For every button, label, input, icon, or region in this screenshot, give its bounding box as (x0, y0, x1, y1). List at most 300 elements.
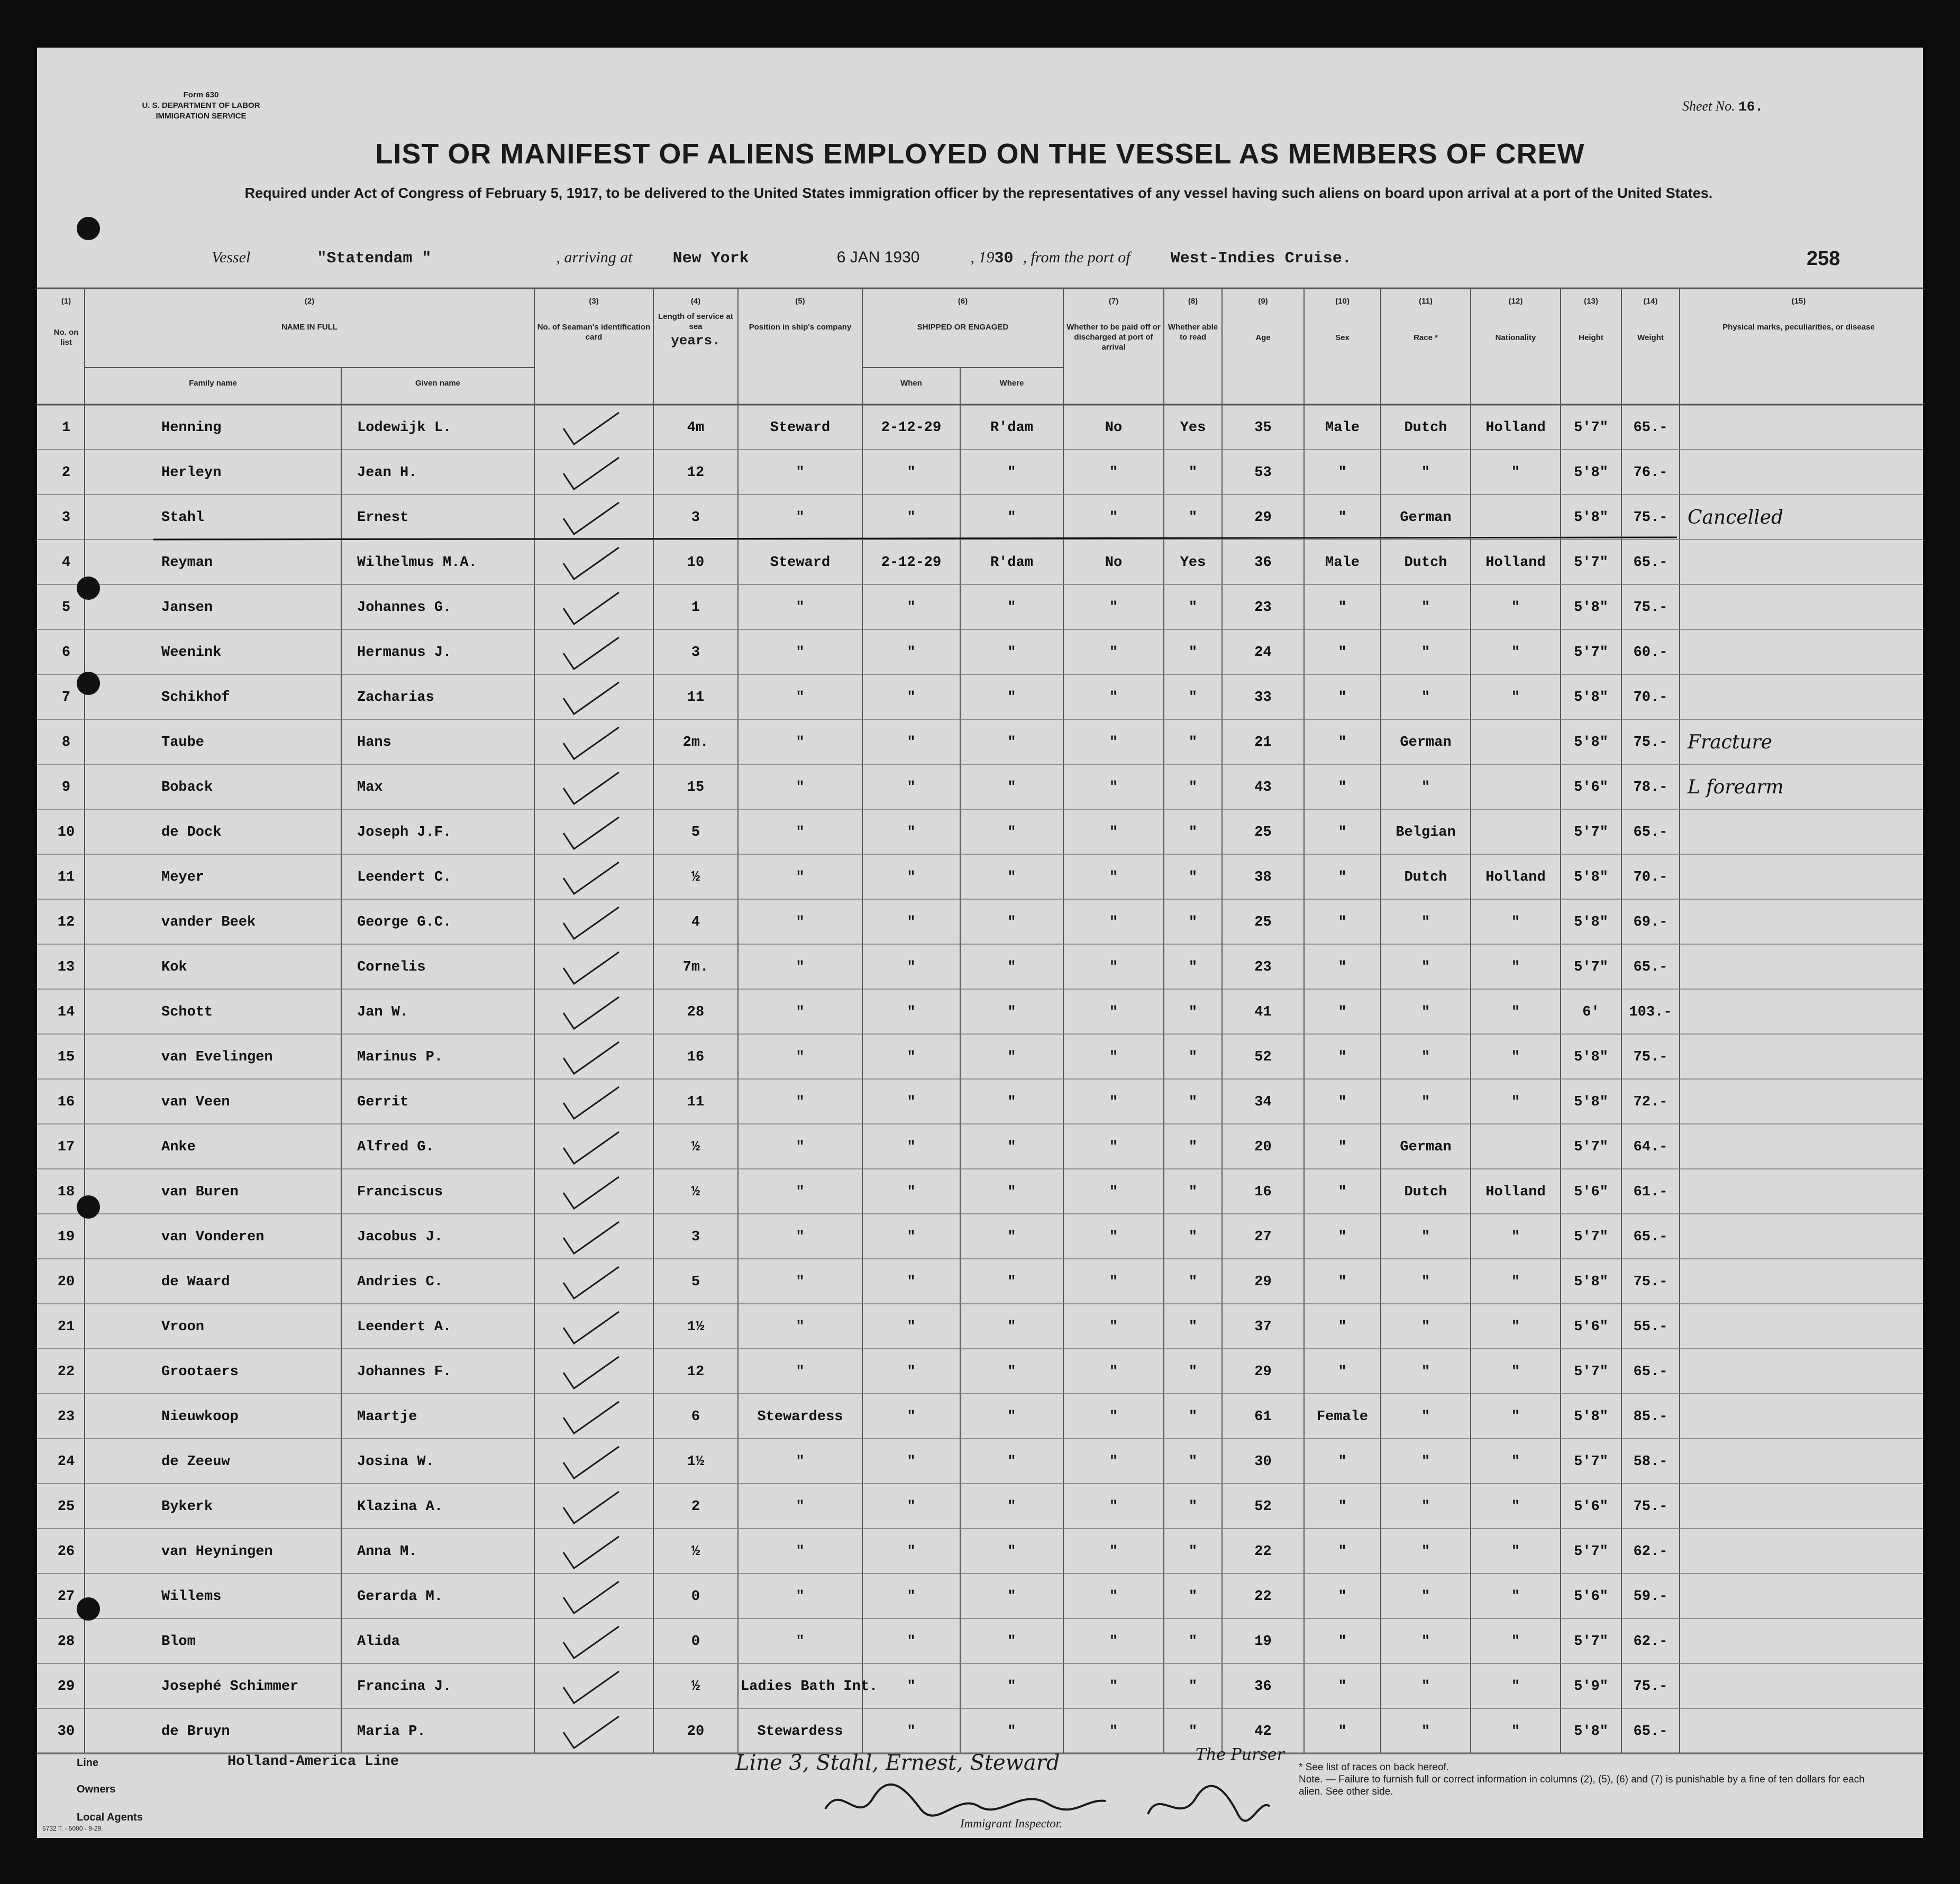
cell-age: 24 (1254, 645, 1272, 661)
cell-given: Johannes F. (357, 1364, 452, 1380)
cell-where: " (1007, 1049, 1016, 1065)
cell-read: " (1188, 780, 1198, 795)
cell-nationality: " (1511, 600, 1520, 616)
cell-read: " (1188, 1094, 1198, 1110)
handwritten-cancel-note: Line 3, Stahl, Ernest, Steward (735, 1751, 1060, 1775)
cell-no: 15 (57, 1049, 75, 1065)
cell-where: " (1007, 1004, 1016, 1020)
cell-sex: " (1338, 690, 1347, 706)
cell-race: " (1421, 1364, 1430, 1380)
cell-no: 26 (57, 1544, 75, 1560)
cell-paid: " (1109, 600, 1118, 616)
cell-nationality: " (1511, 1454, 1520, 1470)
cell-where: " (1007, 825, 1016, 840)
races-note: * See list of races on back hereof. (1299, 1762, 1450, 1773)
cell-given: Lodewijk L. (357, 420, 452, 436)
cell-race: " (1421, 1094, 1430, 1110)
cell-where: " (1007, 959, 1016, 975)
cell-paid: " (1109, 1139, 1118, 1155)
cell-when: " (907, 1364, 916, 1380)
cell-given: Joseph J.F. (357, 825, 452, 840)
cell-service: ½ (691, 1139, 700, 1155)
cell-when: " (907, 465, 916, 481)
col4-unit: years. (671, 333, 721, 349)
cell-service: 28 (687, 1004, 705, 1020)
inspector-label: Immigrant Inspector. (960, 1817, 1062, 1830)
cell-weight: 65.- (1633, 1364, 1668, 1380)
cell-nationality: " (1511, 1499, 1520, 1515)
page-number: 258 (1807, 248, 1840, 270)
cell-height: 5'8" (1574, 1049, 1608, 1065)
cell-no: 2 (61, 465, 71, 481)
cell-paid: " (1109, 1454, 1118, 1470)
cell-nationality: " (1511, 959, 1520, 975)
cell-when: " (907, 1409, 916, 1425)
cell-position: " (796, 465, 805, 481)
col10-label: Sex (1335, 333, 1350, 342)
cell-position: Steward (770, 420, 831, 436)
cell-sex: " (1338, 1364, 1347, 1380)
cell-no: 12 (57, 914, 75, 930)
cell-height: 5'8" (1574, 735, 1608, 751)
cell-height: 5'8" (1574, 1409, 1608, 1425)
cell-given: Leendert A. (357, 1319, 452, 1335)
cell-read: Yes (1180, 420, 1206, 436)
cell-paid: No (1105, 420, 1123, 436)
cell-paid: No (1105, 555, 1123, 571)
cell-weight: 59.- (1633, 1589, 1668, 1605)
cell-when: " (907, 1094, 916, 1110)
cell-sex: " (1338, 1499, 1347, 1515)
cell-sex: " (1338, 1049, 1347, 1065)
cell-service: ½ (691, 870, 700, 885)
cell-read: " (1188, 1679, 1198, 1695)
cell-no: 23 (57, 1409, 75, 1425)
cell-read: " (1188, 465, 1198, 481)
manifest-sheet (37, 48, 1923, 1838)
cell-nationality: Holland (1485, 555, 1546, 571)
cell-height: 5'8" (1574, 870, 1608, 885)
cell-when: " (907, 1589, 916, 1605)
cell-weight: 70.- (1633, 690, 1668, 706)
cell-when: 2-12-29 (881, 420, 942, 436)
cell-race: " (1421, 1679, 1430, 1695)
cell-no: 21 (57, 1319, 75, 1335)
cell-position: Ladies Bath Int. (741, 1679, 878, 1695)
cell-given: Andries C. (357, 1274, 443, 1290)
cell-where: " (1007, 1454, 1016, 1470)
col4-label: Length of service at sea (658, 312, 733, 331)
cell-when: 2-12-29 (881, 555, 942, 571)
cell-where: " (1007, 735, 1016, 751)
arrival-date-stamp: 6 JAN 1930 (836, 249, 920, 266)
cell-sex: " (1338, 1184, 1347, 1200)
local-agents-label: Local Agents (77, 1812, 143, 1823)
cell-given: Jean H. (357, 465, 417, 481)
cell-family: Reyman (161, 555, 213, 571)
cell-race: " (1421, 780, 1430, 795)
row3-strike-line (153, 537, 1677, 539)
cell-where: " (1007, 1634, 1016, 1650)
cell-read: " (1188, 1724, 1198, 1740)
cell-nationality: " (1511, 1409, 1520, 1425)
cell-height: 5'7" (1574, 1454, 1608, 1470)
cell-age: 22 (1254, 1544, 1272, 1560)
cell-race: " (1421, 645, 1430, 661)
cell-when: " (907, 959, 916, 975)
vessel-label: Vessel (212, 249, 251, 266)
cell-read: " (1188, 1049, 1198, 1065)
cell-age: 53 (1254, 465, 1272, 481)
cell-service: 0 (691, 1589, 700, 1605)
cell-no: 7 (61, 690, 71, 706)
cell-where: R'dam (990, 555, 1033, 571)
cell-position: " (796, 825, 805, 840)
cell-sex: " (1338, 1229, 1347, 1245)
col7-number: (7) (1108, 297, 1119, 306)
cell-family: Bykerk (161, 1499, 213, 1515)
cell-family: van Heyningen (161, 1544, 273, 1560)
cell-service: 7m. (682, 959, 709, 975)
cell-height: 5'8" (1574, 690, 1608, 706)
cell-age: 25 (1254, 914, 1272, 930)
cell-age: 16 (1254, 1184, 1272, 1200)
cell-no: 10 (57, 825, 75, 840)
cell-when: " (907, 1724, 916, 1740)
cell-service: ½ (691, 1679, 700, 1695)
col5-label: Position in ship's company (749, 323, 852, 332)
cell-height: 5'8" (1574, 510, 1608, 526)
cell-race: " (1421, 600, 1430, 616)
cell-height: 5'9" (1574, 1679, 1608, 1695)
cell-position: " (796, 1229, 805, 1245)
cell-paid: " (1109, 645, 1118, 661)
cell-weight: 61.- (1633, 1184, 1668, 1200)
cell-race: " (1421, 1274, 1430, 1290)
cell-age: 61 (1254, 1409, 1272, 1425)
cell-weight: 65.- (1633, 959, 1668, 975)
cell-age: 23 (1254, 600, 1272, 616)
cell-height: 5'8" (1574, 1274, 1608, 1290)
cell-given: Maartje (357, 1409, 417, 1425)
col6-when-header: When (900, 379, 922, 388)
cell-nationality: " (1511, 1094, 1520, 1110)
cell-read: " (1188, 510, 1198, 526)
cell-paid: " (1109, 1499, 1118, 1515)
col9-label: Age (1255, 333, 1271, 342)
col3-number: (3) (589, 297, 599, 306)
cell-read: " (1188, 1589, 1198, 1605)
cell-nationality: " (1511, 1589, 1520, 1605)
cell-given: Gerarda M. (357, 1589, 443, 1605)
cell-weight: 62.- (1633, 1544, 1668, 1560)
cell-service: 0 (691, 1634, 700, 1650)
cell-race: " (1421, 690, 1430, 706)
cell-service: 11 (687, 1094, 705, 1110)
cell-given: Maria P. (357, 1724, 426, 1740)
cell-sex: " (1338, 825, 1347, 840)
cell-age: 43 (1254, 780, 1272, 795)
cell-no: 29 (57, 1679, 75, 1695)
cell-age: 22 (1254, 1589, 1272, 1605)
cell-race: " (1421, 1499, 1430, 1515)
cell-no: 8 (61, 735, 71, 751)
cell-height: 5'7" (1574, 1364, 1608, 1380)
cell-when: " (907, 735, 916, 751)
cell-position: " (796, 1004, 805, 1020)
cell-paid: " (1109, 1319, 1118, 1335)
cell-where: " (1007, 1319, 1016, 1335)
cell-service: 1½ (687, 1454, 705, 1470)
cell-position: " (796, 959, 805, 975)
cell-age: 20 (1254, 1139, 1272, 1155)
cell-paid: " (1109, 1589, 1118, 1605)
cell-height: 5'6" (1574, 1319, 1608, 1335)
cell-read: " (1188, 645, 1198, 661)
cell-nationality: Holland (1485, 420, 1546, 436)
cell-sex: " (1338, 1454, 1347, 1470)
cell-sex: " (1338, 780, 1347, 795)
page-title: LIST OR MANIFEST OF ALIENS EMPLOYED ON THE VESSEL AS MEMBERS OF CREW (375, 138, 1585, 170)
cell-service: 6 (691, 1409, 700, 1425)
cell-read: " (1188, 870, 1198, 885)
cell-age: 41 (1254, 1004, 1272, 1020)
cell-race: " (1421, 1724, 1430, 1740)
cell-nationality: " (1511, 690, 1520, 706)
cell-service: 15 (687, 780, 705, 795)
department-name: U. S. DEPARTMENT OF LABOR (142, 101, 260, 110)
cell-weight: 78.- (1633, 780, 1668, 795)
cell-service: ½ (691, 1184, 700, 1200)
cell-weight: 75.- (1633, 1049, 1668, 1065)
cell-age: 30 (1254, 1454, 1272, 1470)
cell-family: van Evelingen (161, 1049, 273, 1065)
cell-where: " (1007, 1364, 1016, 1380)
cell-height: 5'8" (1574, 600, 1608, 616)
col9-number: (9) (1258, 297, 1268, 306)
cell-height: 5'7" (1574, 1139, 1608, 1155)
cell-height: 5'7" (1574, 1544, 1608, 1560)
cell-no: 13 (57, 959, 75, 975)
cell-height: 5'6" (1574, 1184, 1608, 1200)
cell-no: 5 (61, 600, 71, 616)
cell-paid: " (1109, 1184, 1118, 1200)
col2-given-header: Given name (415, 379, 461, 388)
cell-nationality: " (1511, 1544, 1520, 1560)
cell-service: 5 (691, 1274, 700, 1290)
cell-when: " (907, 1184, 916, 1200)
cell-read: " (1188, 1409, 1198, 1425)
cell-weight: 65.- (1633, 1724, 1668, 1740)
legal-requirement-text: Required under Act of Congress of February 5, 1917, to be delivered to the United States immigration officer by the representatives of any vessel having such aliens on board upon arrival at a port of the United States. (244, 185, 1713, 201)
cell-given: Hermanus J. (357, 645, 452, 661)
col4-number: (4) (690, 297, 701, 306)
col14-label: Weight (1637, 333, 1664, 342)
cell-where: " (1007, 1589, 1016, 1605)
cell-position: " (796, 510, 805, 526)
cell-no: 3 (61, 510, 71, 526)
cell-family: de Dock (161, 825, 222, 840)
cell-read: " (1188, 600, 1198, 616)
cell-given: Francina J. (357, 1679, 452, 1695)
cell-height: 5'7" (1574, 420, 1608, 436)
cell-family: Anke (161, 1139, 196, 1155)
cell-when: " (907, 1679, 916, 1695)
col1-number: (1) (61, 297, 71, 306)
col6-label: SHIPPED OR ENGAGED (917, 323, 1009, 332)
cell-age: 27 (1254, 1229, 1272, 1245)
cell-family: de Zeeuw (161, 1454, 230, 1470)
cell-family: de Bruyn (161, 1724, 230, 1740)
cell-given: Marinus P. (357, 1049, 443, 1065)
cell-read: " (1188, 825, 1198, 840)
cell-family: Grootaers (161, 1364, 239, 1380)
cell-height: 5'8" (1574, 1094, 1608, 1110)
cell-no: 27 (57, 1589, 75, 1605)
col11-label: Race * (1414, 333, 1438, 342)
cell-no: 4 (61, 555, 71, 571)
cell-service: 12 (687, 465, 705, 481)
cell-read: " (1188, 1139, 1198, 1155)
col12-label: Nationality (1495, 333, 1536, 342)
cell-no: 6 (61, 645, 71, 661)
cell-age: 52 (1254, 1049, 1272, 1065)
cell-family: Taube (161, 735, 205, 751)
cell-service: 4 (691, 914, 700, 930)
cell-service: 10 (687, 555, 705, 571)
cell-race: " (1421, 1409, 1430, 1425)
cell-where: " (1007, 1679, 1016, 1695)
cell-weight: 60.- (1633, 645, 1668, 661)
cell-race: " (1421, 914, 1430, 930)
cell-marks: Cancelled (1688, 507, 1784, 528)
cell-age: 29 (1254, 510, 1272, 526)
year-prefix: , 19 (970, 249, 995, 266)
cell-no: 28 (57, 1634, 75, 1650)
cell-where: " (1007, 690, 1016, 706)
cell-race: Dutch (1404, 870, 1447, 885)
cell-height: 5'7" (1574, 959, 1608, 975)
cell-sex: " (1338, 1634, 1347, 1650)
cell-service: 5 (691, 825, 700, 840)
sheet-number-value: 16. (1738, 99, 1763, 115)
col2-number: (2) (304, 297, 315, 306)
cell-position: Steward (770, 555, 831, 571)
cell-race: Dutch (1404, 1184, 1447, 1200)
cell-marks: Fracture (1688, 731, 1772, 753)
cell-no: 19 (57, 1229, 75, 1245)
cell-when: " (907, 825, 916, 840)
cell-when: " (907, 914, 916, 930)
cell-sex: Male (1325, 420, 1360, 436)
cell-given: Alfred G. (357, 1139, 434, 1155)
cell-race: " (1421, 1229, 1430, 1245)
cell-no: 17 (57, 1139, 75, 1155)
cell-position: " (796, 780, 805, 795)
cell-read: " (1188, 1184, 1198, 1200)
cell-family: Herleyn (161, 465, 222, 481)
cell-paid: " (1109, 1544, 1118, 1560)
cell-read: " (1188, 1499, 1198, 1515)
cell-where: " (1007, 1139, 1016, 1155)
cell-family: Blom (161, 1634, 196, 1650)
cell-weight: 103.- (1629, 1004, 1672, 1020)
col2-label: NAME IN FULL (281, 323, 338, 332)
cell-age: 29 (1254, 1274, 1272, 1290)
footer-notes (1299, 1761, 1891, 1798)
cell-position: " (796, 1139, 805, 1155)
cell-service: 1½ (687, 1319, 705, 1335)
cell-service: 11 (687, 690, 705, 706)
cell-height: 5'7" (1574, 555, 1608, 571)
punch-hole (77, 672, 100, 695)
cell-position: " (796, 645, 805, 661)
cell-family: Schikhof (161, 690, 230, 706)
cell-sex: " (1338, 1094, 1347, 1110)
cell-family: Kok (161, 959, 187, 975)
cell-race: " (1421, 1589, 1430, 1605)
cell-height: 5'8" (1574, 1724, 1608, 1740)
cell-position: " (796, 1184, 805, 1200)
arriving-port: New York (672, 250, 749, 268)
col13-number: (13) (1584, 297, 1598, 306)
punch-hole (77, 1195, 100, 1219)
owners-label: Owners (77, 1784, 116, 1795)
cell-sex: Female (1316, 1409, 1369, 1425)
penalty-note: Note. — Failure to furnish full or correct information in columns (2), (5), (6) and (7) is punishable by a fine of ten dollars for each alien. See other side. (1299, 1774, 1865, 1797)
from-port-value: West-Indies Cruise. (1170, 250, 1352, 268)
cell-race: " (1421, 1634, 1430, 1650)
cell-race: " (1421, 1319, 1430, 1335)
cell-position: " (796, 1049, 805, 1065)
cell-position: " (796, 735, 805, 751)
cell-nationality: " (1511, 1679, 1520, 1695)
cell-nationality: " (1511, 1274, 1520, 1290)
col14-number: (14) (1643, 297, 1658, 306)
cell-service: 3 (691, 510, 700, 526)
cell-weight: 69.- (1633, 914, 1668, 930)
cell-weight: 58.- (1633, 1454, 1668, 1470)
cell-weight: 85.- (1633, 1409, 1668, 1425)
cell-family: Willems (161, 1589, 222, 1605)
cell-age: 42 (1254, 1724, 1272, 1740)
cell-family: Boback (161, 780, 213, 795)
cell-where: R'dam (990, 420, 1033, 436)
cell-family: van Vonderen (161, 1229, 265, 1245)
cell-height: 5'7" (1574, 825, 1608, 840)
cell-service: 12 (687, 1364, 705, 1380)
cell-age: 38 (1254, 870, 1272, 885)
cell-given: Leendert C. (357, 870, 452, 885)
cell-no: 18 (57, 1184, 75, 1200)
cell-nationality: " (1511, 1229, 1520, 1245)
cell-race: German (1400, 510, 1452, 526)
cell-given: Josina W. (357, 1454, 434, 1470)
line-value: Holland-America Line (227, 1754, 399, 1770)
cell-position: " (796, 690, 805, 706)
cell-sex: " (1338, 959, 1347, 975)
cell-given: Alida (357, 1634, 400, 1650)
cell-race: " (1421, 1544, 1430, 1560)
cell-age: 36 (1254, 555, 1272, 571)
purser-signature (1137, 1777, 1275, 1830)
cell-no: 14 (57, 1004, 75, 1020)
cell-read: " (1188, 1229, 1198, 1245)
cell-service: 3 (691, 645, 700, 661)
cell-family: Schott (161, 1004, 213, 1020)
cell-sex: " (1338, 1724, 1347, 1740)
strike-overlays (37, 48, 1923, 1838)
